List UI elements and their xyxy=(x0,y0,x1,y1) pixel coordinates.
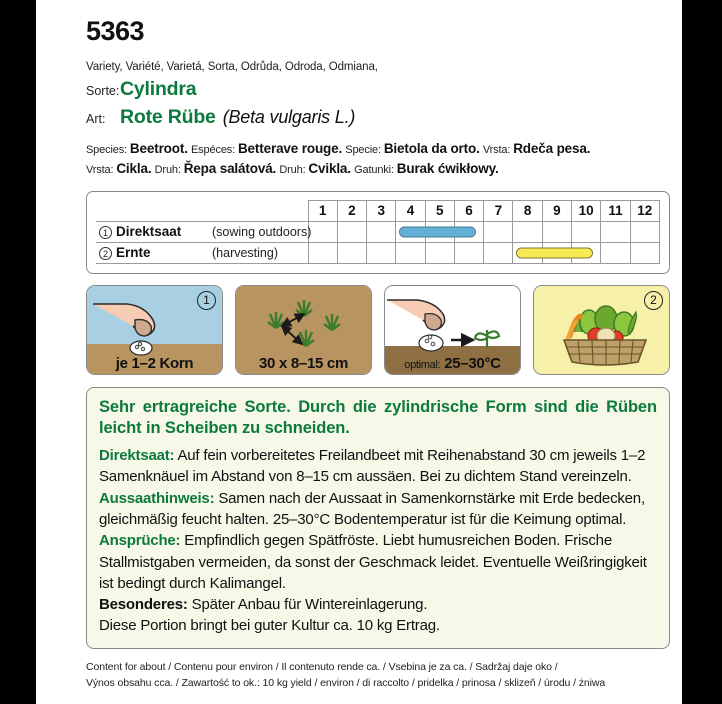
step-badge-2: 2 xyxy=(644,291,663,310)
calendar-cell-month-2 xyxy=(337,242,366,263)
pictogram-caption-sowing: je 1–2 Korn xyxy=(115,354,194,372)
calendar-cell-month-5 xyxy=(425,242,454,263)
species-lang-key: Vrsta: xyxy=(86,163,117,176)
species-lang-value: Cikla. xyxy=(116,160,152,176)
label-content xyxy=(36,0,682,704)
calendar-cell-month-7 xyxy=(484,242,513,263)
species-lang-value: Bietola da orto. xyxy=(383,141,480,156)
calendar-cell-month-9 xyxy=(542,242,571,263)
calendar-cell-month-1 xyxy=(308,242,337,263)
species-lang-value: Řepa salátová. xyxy=(183,160,277,176)
calendar-row xyxy=(96,242,660,263)
botanical-name: (Beta vulgaris L.) xyxy=(222,107,356,127)
pictogram-caption-temperature xyxy=(385,355,520,372)
species-lang-key: Gatunki: xyxy=(354,163,397,176)
pictogram-spacing xyxy=(235,285,372,375)
species-row xyxy=(86,106,670,129)
cultivation-calendar-table xyxy=(96,200,660,264)
calendar-cell-month-3 xyxy=(367,221,396,242)
row-marker: 2 xyxy=(99,247,112,260)
row-translation: (sowing outdoors) xyxy=(212,225,312,240)
calendar-cell-month-5 xyxy=(425,221,454,242)
right-black-edge xyxy=(682,0,722,704)
calendar-month-header: 7 xyxy=(484,200,513,221)
description-headline: Sehr ertragreiche Sorte. Durch die zylindrische Form sind die Rüben leicht in Scheiben zu schneiden. xyxy=(99,397,657,437)
calendar-corner-cell xyxy=(96,200,308,221)
pictogram-temperature xyxy=(384,285,521,375)
species-lang-value: Burak ćwikłowy. xyxy=(396,160,499,176)
species-lang-value: Rdeča pesa. xyxy=(513,141,591,156)
species-name-german: Rote Rübe xyxy=(120,106,216,128)
calendar-month-header: 5 xyxy=(425,200,454,221)
calendar-month-header: 9 xyxy=(542,200,571,221)
description-segment-label: Aussaathinweis: xyxy=(99,489,215,507)
article-number: 5363 xyxy=(86,16,145,46)
species-lang-key: Specie: xyxy=(345,144,384,156)
calendar-month-header: 1 xyxy=(308,200,337,221)
species-translation-line xyxy=(86,139,670,159)
temperature-value: 25–30°C xyxy=(444,354,501,372)
species-lang-value: Betterave rouge. xyxy=(237,141,343,156)
calendar-cell-month-1 xyxy=(308,221,337,242)
calendar-cell-month-2 xyxy=(337,221,366,242)
calendar-cell-month-9 xyxy=(542,221,571,242)
variety-name: Cylindra xyxy=(120,78,197,100)
variety-language-list: Variety, Variété, Varietá, Sorta, Odrůda, Odroda, Odmiana, xyxy=(86,61,378,73)
species-translations xyxy=(86,139,670,179)
description-segment-label: Direktsaat: xyxy=(99,447,175,465)
calendar-cell-month-11 xyxy=(601,242,630,263)
calendar-cell-month-4 xyxy=(396,242,425,263)
calendar-cell-month-8 xyxy=(513,242,542,263)
pictogram-strip xyxy=(86,285,670,375)
species-lang-key: Species: xyxy=(86,144,130,156)
calendar-cell-month-8 xyxy=(513,221,542,242)
step-badge-1: 1 xyxy=(197,291,216,310)
description-yield: Diese Portion bringt bei guter Kultur ca. 10 kg Ertrag. xyxy=(99,617,440,635)
calendar-row xyxy=(96,221,660,242)
calendar-month-header: 4 xyxy=(396,200,425,221)
calendar-cell-month-12 xyxy=(630,221,659,242)
calendar-cell-month-7 xyxy=(484,221,513,242)
calendar-cell-month-10 xyxy=(572,242,601,263)
calendar-month-header: 12 xyxy=(630,200,659,221)
calendar-month-header: 2 xyxy=(337,200,366,221)
footer-line-1: Content for about / Contenu pour environ / Il contenuto rende ca. / Vsebina je za ca. / Sadržaj daje oko / xyxy=(86,660,558,673)
species-translation-line xyxy=(86,159,670,179)
calendar-row-label xyxy=(96,221,312,242)
left-black-edge xyxy=(0,0,36,704)
temperature-prefix: optimal: xyxy=(404,358,441,371)
species-lang-value: Beetroot. xyxy=(129,141,188,156)
calendar-cell-month-12 xyxy=(630,242,659,263)
pictogram-sowing xyxy=(86,285,223,375)
calendar-cell-month-4 xyxy=(396,221,425,242)
pictogram-caption-spacing: 30 x 8–15 cm xyxy=(259,354,348,372)
calendar-cell-month-11 xyxy=(601,221,630,242)
calendar-month-header: 6 xyxy=(454,200,483,221)
description-special: Besonderes: Später Anbau für Wintereinlagerung. xyxy=(99,596,428,614)
species-lang-key: Vrsta: xyxy=(482,144,514,156)
row-name: Direktsaat xyxy=(116,224,182,240)
calendar-month-header: 10 xyxy=(572,200,601,221)
species-lang-value: Cvikla. xyxy=(308,160,351,176)
art-label: Art: xyxy=(86,112,106,126)
description-special-label: Besonderes: xyxy=(99,596,188,614)
calendar-month-header: 11 xyxy=(601,200,630,221)
cultivation-calendar-panel xyxy=(86,191,670,274)
row-translation: (harvesting) xyxy=(212,246,278,261)
calendar-cell-month-10 xyxy=(572,221,601,242)
footer-line-2: Výnos obsahu cca. / Zawartość to ok.: 10 kg yield / environ / di raccolto / pridelka / prinosa / sklizeň / úrodu / żniwa xyxy=(86,676,606,689)
calendar-month-header: 3 xyxy=(367,200,396,221)
species-lang-key: Druh: xyxy=(154,163,184,176)
calendar-month-header: 8 xyxy=(513,200,542,221)
species-lang-key: Espéces: xyxy=(191,144,238,156)
pictogram-harvest xyxy=(533,285,670,375)
row-name: Ernte xyxy=(116,245,151,261)
calendar-row-label xyxy=(96,242,308,263)
description-segment-label: Ansprüche: xyxy=(99,532,181,550)
calendar-cell-month-6 xyxy=(454,242,483,263)
description-panel xyxy=(86,387,670,649)
calendar-cell-month-3 xyxy=(367,242,396,263)
footer-multilingual xyxy=(86,660,670,692)
variety-row xyxy=(86,78,670,101)
description-body: Direktsaat: Auf fein vorbereitetes Freilandbeet mit Reihenabstand 30 cm jeweils 1–2 Samenknäuel im Abstand von 8–15 cm aussäen. Bei zu dichtem Stand vereinzeln. Aussaathinweis: Samen nach der Aussaat in Samenkornstärke mit Erde bedecken, gleichmäßig feucht halten. 25–30°C Bodentemperatur ist für die Keimung optimal. Ansprüche: Empfindlich gegen Spätfröste. Liebt humusreichen Boden. Frische Stallmistgaben vermeiden, da sonst der Geschmack leidet. Eventuelle Weißringigkeit ist bedingt durch Kalimangel. xyxy=(99,447,647,592)
row-marker: 1 xyxy=(99,226,112,239)
species-lang-key: Druh: xyxy=(279,163,309,176)
calendar-header-row xyxy=(96,200,660,221)
sorte-label: Sorte: xyxy=(86,84,120,98)
calendar-cell-month-6 xyxy=(454,221,483,242)
